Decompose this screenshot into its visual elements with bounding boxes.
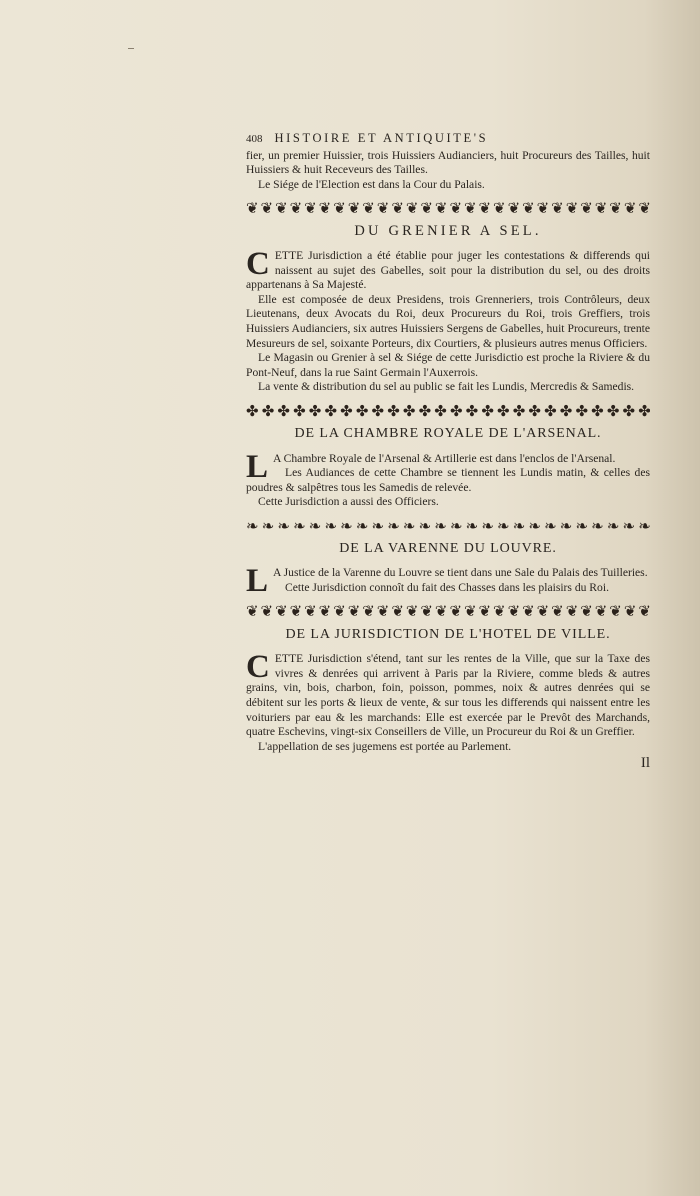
section-paragraph: Le Magasin ou Grenier à sel & Siége de cette Jurisdictio est proche la Riviere & du Pont-Neuf, dans la rue Saint Germain l'Auxerrois. bbox=[246, 351, 650, 379]
section-paragraph: L'appellation de ses jugemens est portée au Parlement. bbox=[258, 739, 512, 753]
section-heading: DE LA CHAMBRE ROYALE DE L'ARSENAL. bbox=[294, 425, 602, 441]
drop-cap: C bbox=[246, 649, 270, 686]
ornament-band: ✤ ✤ ✤ ✤ ✤ ✤ ✤ ✤ ✤ ✤ ✤ ✤ ✤ ✤ ✤ ✤ ✤ ✤ ✤ ✤ ✤ ✤ ✤ ✤ ✤ ✤ bbox=[246, 403, 650, 420]
continuation-text: fier, un premier Huissier, trois Huissiers Audianciers, huit Procureurs des Tailles, huit Huissiers & huit Receveurs des Tailles. bbox=[246, 148, 650, 177]
running-head bbox=[246, 131, 650, 147]
ornament-band: ❦ ❦ ❦ ❦ ❦ ❦ ❦ ❦ ❦ ❦ ❦ ❦ ❦ ❦ ❦ ❦ ❦ ❦ ❦ ❦ ❦ ❦ ❦ ❦ ❦ ❦ ❦ ❦ bbox=[246, 201, 650, 218]
ornament-band: ❦ ❦ ❦ ❦ ❦ ❦ ❦ ❦ ❦ ❦ ❦ ❦ ❦ ❦ ❦ ❦ ❦ ❦ ❦ ❦ ❦ ❦ ❦ ❦ ❦ ❦ ❦ ❦ bbox=[246, 604, 650, 621]
section-paragraph: La vente & distribution du sel au public se fait les Lundis, Mercredis & Samedis. bbox=[258, 380, 635, 394]
section-heading: DE LA JURISDICTION DE L'HOTEL DE VILLE. bbox=[285, 626, 611, 642]
section-heading: DU GRENIER A SEL. bbox=[354, 223, 542, 240]
section-heading: DE LA VARENNE DU LOUVRE. bbox=[339, 540, 557, 556]
text-column bbox=[246, 131, 650, 771]
continuation-text: Le Siége de l'Election est dans la Cour du Palais. bbox=[258, 177, 485, 191]
section-paragraph: Cette Jurisdiction connoît du fait des Chasses dans les plaisirs du Roi. bbox=[285, 581, 609, 595]
section-paragraph: CETTE Jurisdiction s'étend, tant sur les rentes de la Ville, que sur la Taxe des vivres & denrées qui arrivent à Paris par la Riviere, comme bleds & autres grains, vin, bois, charbon, foin, poisson, pommes, noix & autres denrées qui se débitent sur les ports & lieux de vente, & sur tous les differends qui naissent entre les voituriers par eau & les marchands: Elle est exercée par le Prevôt des Marchands, quatre Eschevins, vingt-six Conseillers de Ville, un Procureur du Roi & un Greffier. bbox=[246, 649, 650, 739]
drop-cap: C bbox=[246, 245, 270, 282]
ornament-band: ❧ ❧ ❧ ❧ ❧ ❧ ❧ ❧ ❧ ❧ ❧ ❧ ❧ ❧ ❧ ❧ ❧ ❧ ❧ ❧ ❧ ❧ ❧ ❧ ❧ ❧ bbox=[246, 518, 650, 535]
ink-speck bbox=[128, 48, 134, 49]
section-paragraph: Cette Jurisdiction a aussi des Officiers. bbox=[258, 495, 439, 509]
section-paragraph: CETTE Jurisdiction a été établie pour juger les contestations & differends qui naissent au sujet des Gabelles, soit pour la distribution du sel, ou des droits appartenans à Sa Majesté. bbox=[246, 245, 650, 292]
drop-cap: L bbox=[246, 448, 269, 485]
section-paragraph: L A Chambre Royale de l'Arsenal & Artillerie est dans l'enclos de l'Arsenal. bbox=[246, 448, 616, 485]
section-paragraph: L A Justice de la Varenne du Louvre se tient dans une Sale du Palais des Tuilleries. bbox=[246, 563, 648, 600]
catchword: Il bbox=[640, 755, 650, 772]
section-paragraph: Elle est composée de deux Presidens, trois Grenneriers, trois Contrôleurs, deux Lieutenans, deux Avocats du Roi, deux Procureurs du Roi, trois Greffiers, trois Huissiers Audianciers, six autres Huissiers Sergens de Gabelles, huit Procureurs, trente Mesureurs de sel, soixante Porteurs, dix Courtiers, & plusieurs autres menus Officiers. bbox=[246, 292, 650, 350]
section-paragraph: Les Audiances de cette Chambre se tiennent les Lundis matin, & celles des poudres & salpêtres tous les Samedis de relevée. bbox=[246, 466, 650, 494]
drop-cap: L bbox=[246, 563, 269, 600]
running-title: HISTOIRE ET ANTIQUITE'S bbox=[274, 131, 489, 145]
page-number: 408 bbox=[246, 133, 263, 145]
